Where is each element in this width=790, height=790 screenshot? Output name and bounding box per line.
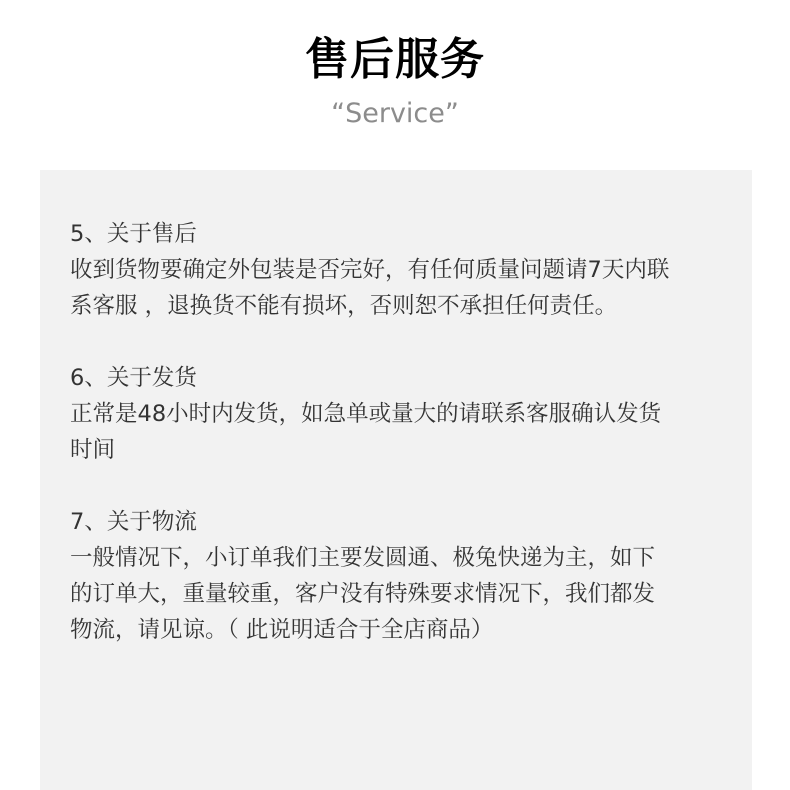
- section-text-line: 系客服 ，退换货不能有损坏，否则恕不承担任何责任。: [70, 293, 618, 319]
- section-text-line: 收到货物要确定外包装是否完好，有任何质量问题请7天内联: [70, 257, 670, 283]
- section-heading: 7、关于物流: [70, 509, 197, 535]
- section-after-sales: [70, 216, 730, 324]
- page-subtitle: “Service”: [331, 98, 459, 129]
- page-title: 售后服务: [305, 34, 485, 85]
- section-text-line: 时间: [70, 437, 116, 463]
- service-content: [70, 216, 730, 684]
- section-text-line: 一般情况下，小订单我们主要发圆通、极兔快递为主，如下: [70, 545, 656, 571]
- section-text-line: 物流，请见谅。（ 此说明适合于全店商品）: [70, 617, 494, 643]
- section-heading: 6、关于发货: [70, 365, 197, 391]
- section-text-line: 正常是48小时内发货，如急单或量大的请联系客服确认发货: [70, 401, 662, 427]
- section-logistics: [70, 504, 730, 648]
- section-text-line: 的订单大，重量较重，客户没有特殊要求情况下，我们都发: [70, 581, 656, 607]
- page-header: [0, 0, 790, 170]
- section-shipping: [70, 360, 730, 468]
- section-heading: 5、关于售后: [70, 221, 197, 247]
